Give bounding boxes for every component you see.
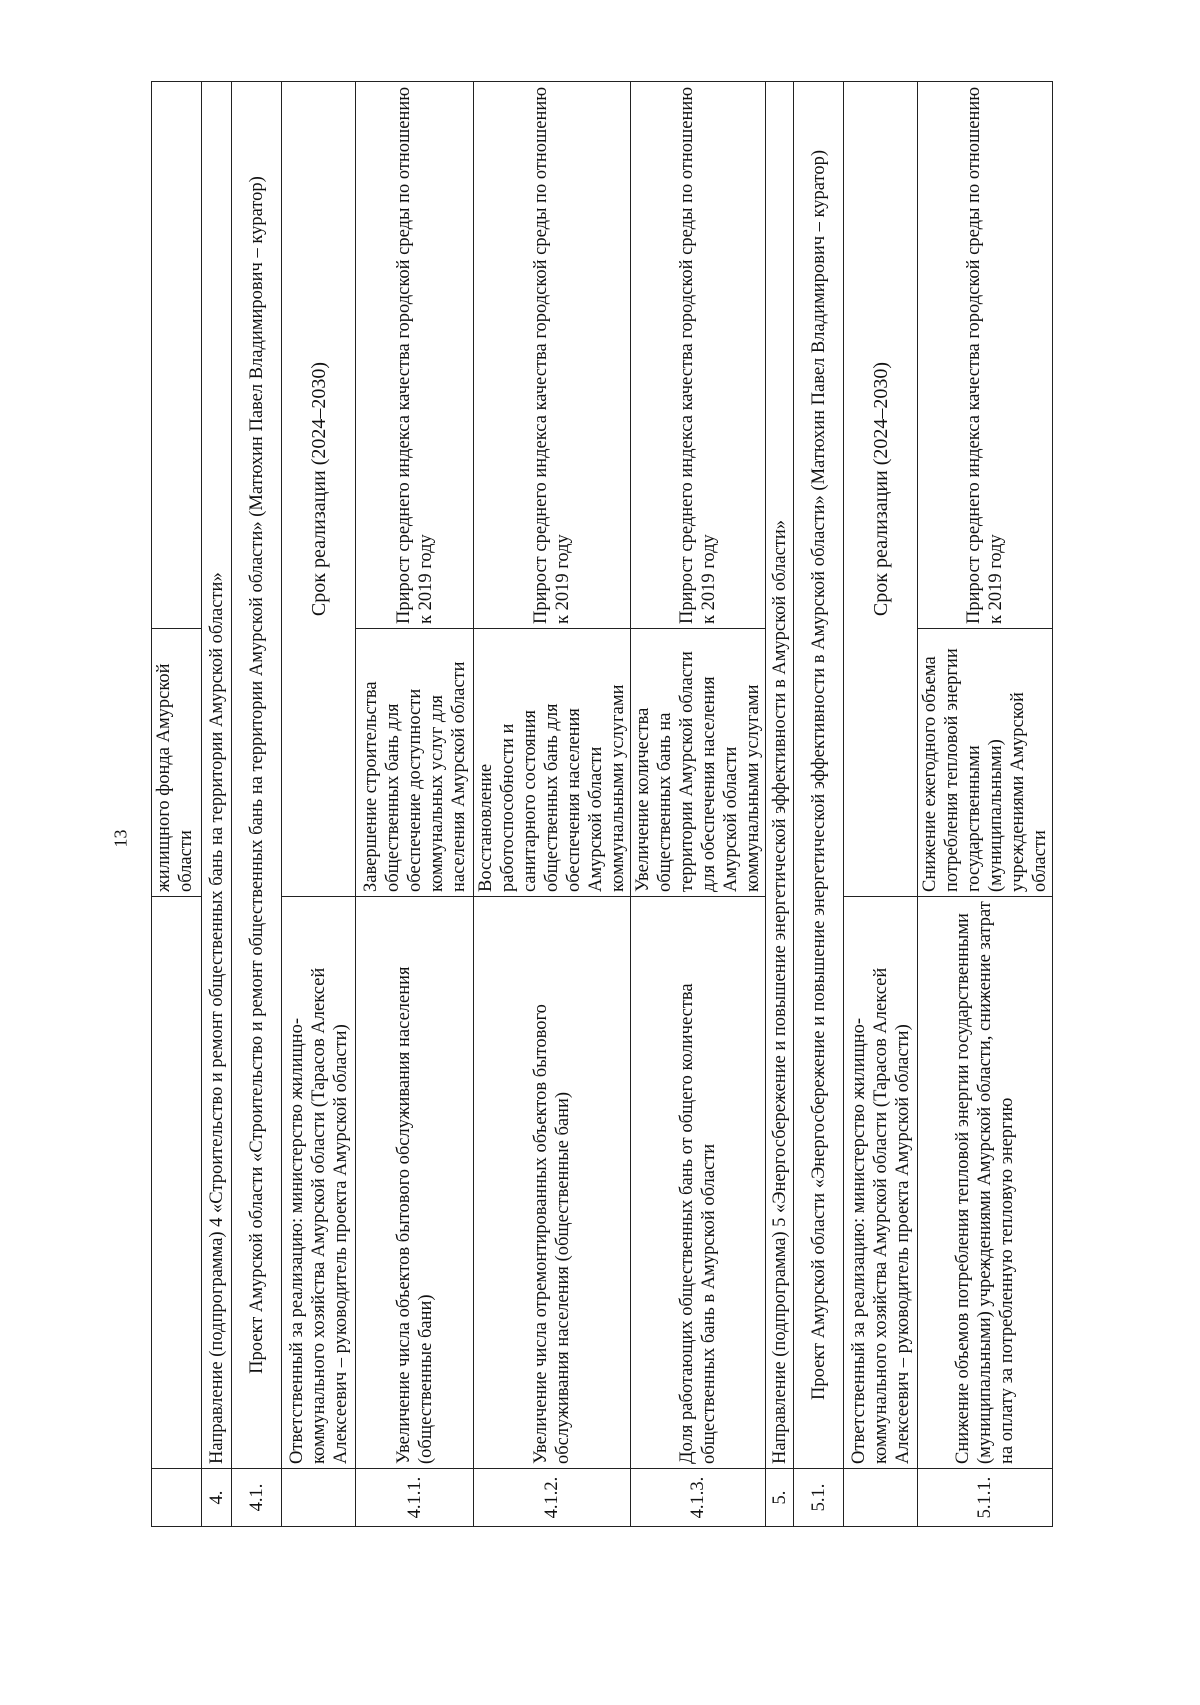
- responsible-text: Ответственный за реализацию: министерство жилищно-коммунального хозяйства Амурской области (Тарасов Алексей Алексеевич – руководитель проекта Амурской области): [844, 897, 918, 1469]
- section-row: [202, 82, 232, 1527]
- task-text: Снижение объемов потребления тепловой энергии государственными (муниципальными) учреждениями Амурской области, снижение затрат на оплату за потребленную тепловую энергию: [918, 897, 1053, 1469]
- cell-empty: [844, 1469, 918, 1527]
- rotated-document: [151, 82, 1171, 1527]
- responsible-text: Ответственный за реализацию: министерство жилищно-коммунального хозяйства Амурской области (Тарасов Алексей Алексеевич – руководитель проекта Амурской области): [282, 897, 356, 1469]
- result-text: Снижение ежегодного объема потребления тепловой энергии государственными (муниципальными) учреждениями Амурской области: [918, 629, 1053, 897]
- top-row-cell: жилищного фонда Амурской области: [152, 629, 202, 897]
- period-text: Срок реализации (2024–2030): [282, 82, 356, 897]
- cell-empty: [282, 1469, 356, 1527]
- table-row: [152, 82, 202, 1527]
- section-title: Проект Амурской области «Энергосбережение и повышение энергетической эффективности в Амурской области» (Матюхин Павел Владимирович – куратор): [794, 82, 844, 1469]
- table-row: [918, 82, 1053, 1527]
- section-row: [232, 82, 282, 1527]
- cell-empty: [152, 897, 202, 1469]
- section-number: 4.: [202, 1469, 232, 1527]
- row-number: 4.1.1.: [356, 1469, 474, 1527]
- result-text: Увеличение количества общественных бань на территории Амурской области для обеспечения населения Амурской области коммунальными услугами: [631, 629, 766, 897]
- table-row: [474, 82, 631, 1527]
- task-text: Увеличение числа объектов бытового обслуживания населения (общественные бани): [356, 897, 474, 1469]
- result-text: Восстановление работоспособности и санитарного состояния общественных бань для обеспечения населения Амурской области коммунальными услугами: [474, 629, 631, 897]
- indicator-text: Прирост среднего индекса качества городской среды по отношению к 2019 году: [631, 82, 766, 629]
- indicator-text: Прирост среднего индекса качества городской среды по отношению к 2019 году: [356, 82, 474, 629]
- section-title: Направление (подпрограмма) 4 «Строительство и ремонт общественных бань на территории Амурской области»: [202, 82, 232, 1469]
- responsible-row: [844, 82, 918, 1527]
- section-row: [766, 82, 794, 1527]
- section-number: 5.: [766, 1469, 794, 1527]
- cell-empty: [152, 1469, 202, 1527]
- row-number: 4.1.3.: [631, 1469, 766, 1527]
- page-number: 13: [110, 829, 131, 848]
- cell-empty: [152, 82, 202, 629]
- program-table: [151, 81, 1053, 1527]
- table-row: [631, 82, 766, 1527]
- responsible-row: [282, 82, 356, 1527]
- task-text: Увеличение числа отремонтированных объектов бытового обслуживания населения (общественные бани): [474, 897, 631, 1469]
- section-number: 5.1.: [794, 1469, 844, 1527]
- section-title: Проект Амурской области «Строительство и ремонт общественных бань на территории Амурской области» (Матюхин Павел Владимирович – куратор): [232, 82, 282, 1469]
- result-text: Завершение строительства общественных бань для обеспечение доступности коммунальных услуг для населения Амурской области: [356, 629, 474, 897]
- period-text: Срок реализации (2024–2030): [844, 82, 918, 897]
- table-row: [356, 82, 474, 1527]
- section-title: Направление (подпрограмма) 5 «Энергосбережение и повышение энергетической эффективности в Амурской области»: [766, 82, 794, 1469]
- section-number: 4.1.: [232, 1469, 282, 1527]
- row-number: 5.1.1.: [918, 1469, 1053, 1527]
- section-row: [794, 82, 844, 1527]
- row-number: 4.1.2.: [474, 1469, 631, 1527]
- task-text: Доля работающих общественных бань от общего количества общественных бань в Амурской области: [631, 897, 766, 1469]
- indicator-text: Прирост среднего индекса качества городской среды по отношению к 2019 году: [474, 82, 631, 629]
- indicator-text: Прирост среднего индекса качества городской среды по отношению к 2019 году: [918, 82, 1053, 629]
